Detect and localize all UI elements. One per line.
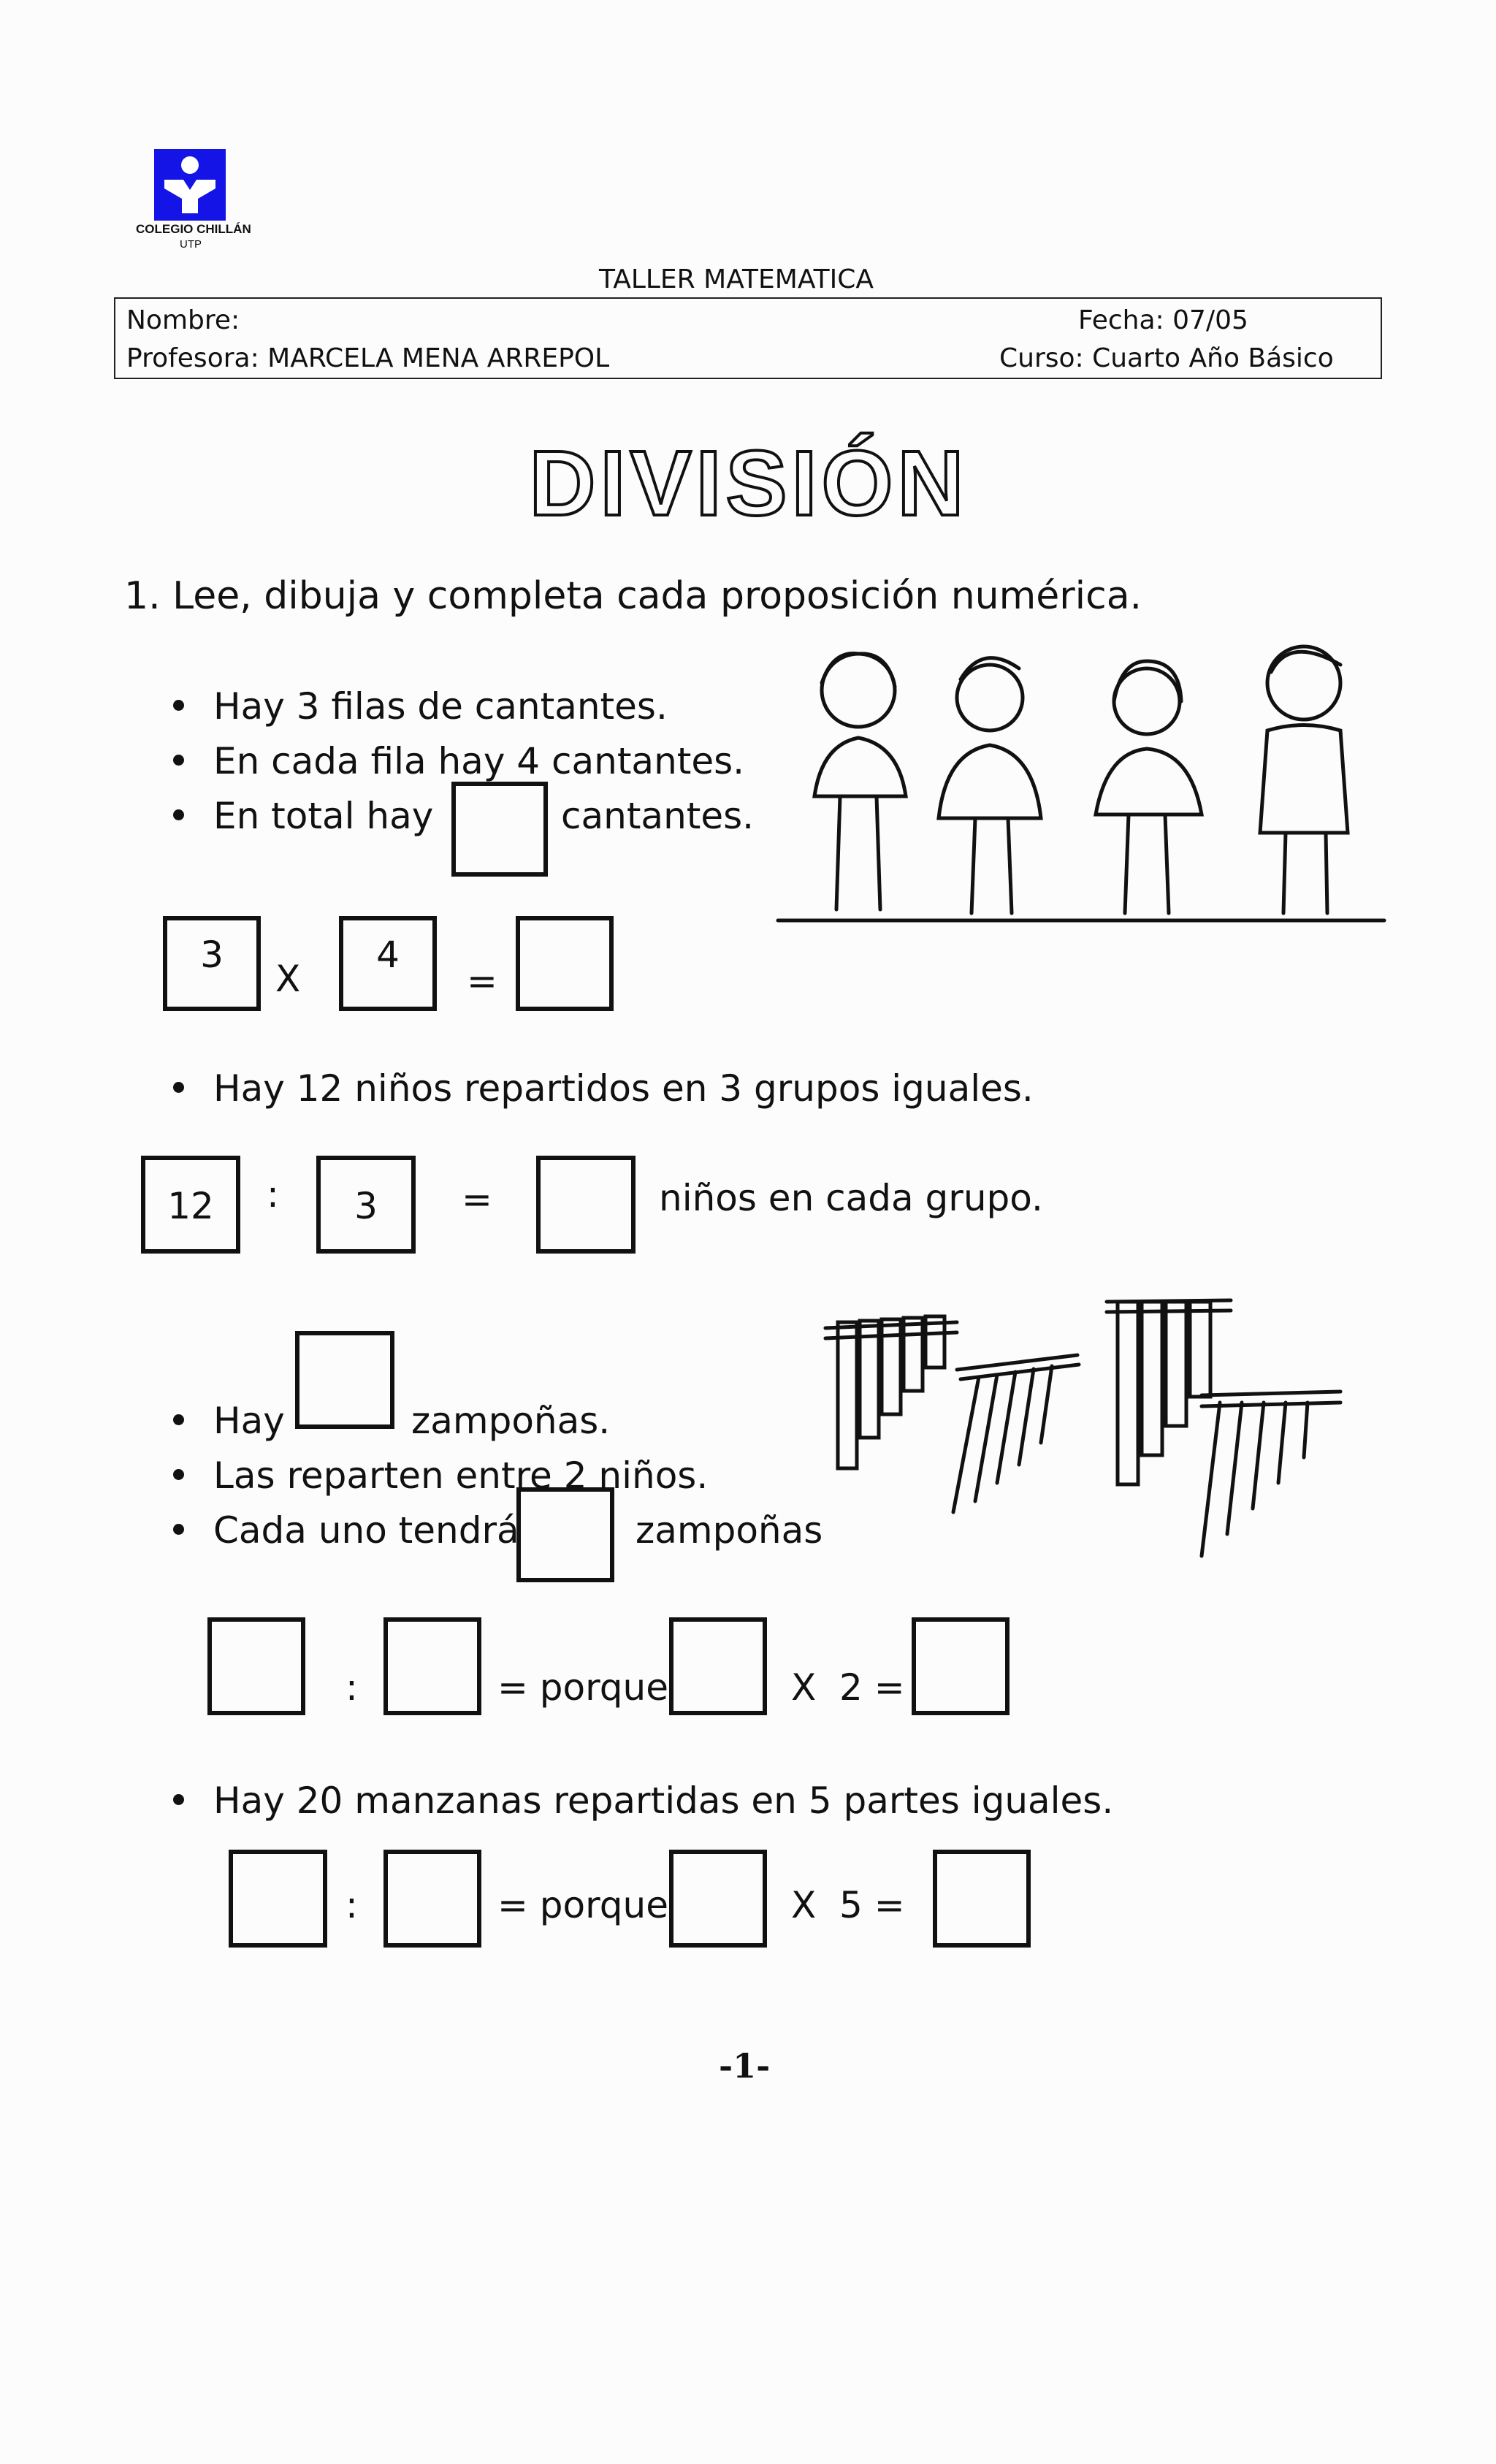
singers-line-3-end: cantantes. <box>561 795 755 837</box>
apples-statement: Hay 20 manzanas repartidas en 5 partes iguales. <box>213 1780 1114 1822</box>
panpipes-line-1-end: zampoñas. <box>411 1400 611 1442</box>
apples-dividend-box[interactable] <box>229 1850 327 1948</box>
quotient-answer-box[interactable] <box>536 1156 636 1254</box>
times-label: X 5 = <box>791 1884 905 1926</box>
dividend-box: 12 <box>141 1156 240 1254</box>
bullet <box>173 1082 184 1093</box>
bullet <box>173 755 184 766</box>
fecha-label: Fecha: 07/05 <box>1078 305 1248 335</box>
panpipes-divisor-box[interactable] <box>383 1617 481 1715</box>
bullet <box>173 1524 184 1535</box>
main-title <box>475 432 1023 535</box>
svg-text:DIVISIÓN: DIVISIÓN <box>529 432 969 535</box>
header-box <box>114 297 1382 379</box>
porque-label: = porque <box>497 1666 668 1709</box>
panpipes-count-box[interactable] <box>295 1331 394 1429</box>
equals-sign: = <box>467 960 497 1002</box>
divide-operator: : <box>346 1884 358 1926</box>
profesora-label: Profesora: MARCELA MENA ARREPOL <box>126 343 610 373</box>
page-number: -1- <box>719 2046 771 2086</box>
porque-label: = porque <box>497 1884 668 1926</box>
logo-icon <box>154 149 226 221</box>
equals-sign: = <box>462 1178 492 1221</box>
question-1: 1. Lee, dibuja y completa cada proposición numérica. <box>124 574 1142 618</box>
bullet <box>173 809 184 820</box>
school-logo <box>154 149 226 221</box>
product-answer-box[interactable] <box>516 916 614 1011</box>
singers-line-2: En cada fila hay 4 cantantes. <box>213 740 745 782</box>
divide-operator: : <box>346 1666 358 1709</box>
divide-operator: : <box>267 1173 279 1216</box>
singers-line-1: Hay 3 filas de cantantes. <box>213 685 668 728</box>
divisor-box: 3 <box>316 1156 416 1254</box>
bullet <box>173 1794 184 1805</box>
times-label: X 2 = <box>791 1666 905 1709</box>
children-suffix: niños en cada grupo. <box>659 1177 1043 1219</box>
factor-a-box: 3 <box>163 916 261 1011</box>
factor-b-box: 4 <box>339 916 437 1011</box>
logo-sub: UTP <box>180 238 202 251</box>
panpipes-each-box[interactable] <box>516 1487 614 1582</box>
panpipes-line-3: Cada uno tendrá <box>213 1509 519 1552</box>
multiply-operator: X <box>275 958 301 1000</box>
panpipes-product-box[interactable] <box>912 1617 1010 1715</box>
apples-factor-box[interactable] <box>669 1850 767 1948</box>
panpipes-line-1: Hay <box>213 1400 285 1442</box>
children-statement: Hay 12 niños repartidos en 3 grupos iguales. <box>213 1067 1034 1110</box>
bullet <box>173 1414 184 1425</box>
panpipes-line-3-end: zampoñas <box>636 1509 823 1552</box>
singers-line-3: En total hay <box>213 795 434 837</box>
apples-product-box[interactable] <box>933 1850 1031 1948</box>
bullet <box>173 1469 184 1480</box>
worksheet-title: TALLER MATEMATICA <box>599 264 874 294</box>
bullet <box>173 700 184 711</box>
curso-label: Curso: Cuarto Año Básico <box>999 343 1334 373</box>
logo-name: COLEGIO CHILLÁN <box>136 222 251 236</box>
total-singers-answer-box[interactable] <box>451 782 548 877</box>
panpipes-illustration <box>822 1293 1348 1563</box>
panpipes-factor-box[interactable] <box>669 1617 767 1715</box>
panpipes-line-2: Las reparten entre 2 niños. <box>213 1454 709 1497</box>
singers-illustration <box>763 628 1392 935</box>
panpipes-dividend-box[interactable] <box>207 1617 305 1715</box>
apples-divisor-box[interactable] <box>383 1850 481 1948</box>
nombre-field[interactable]: Nombre: <box>126 305 240 335</box>
